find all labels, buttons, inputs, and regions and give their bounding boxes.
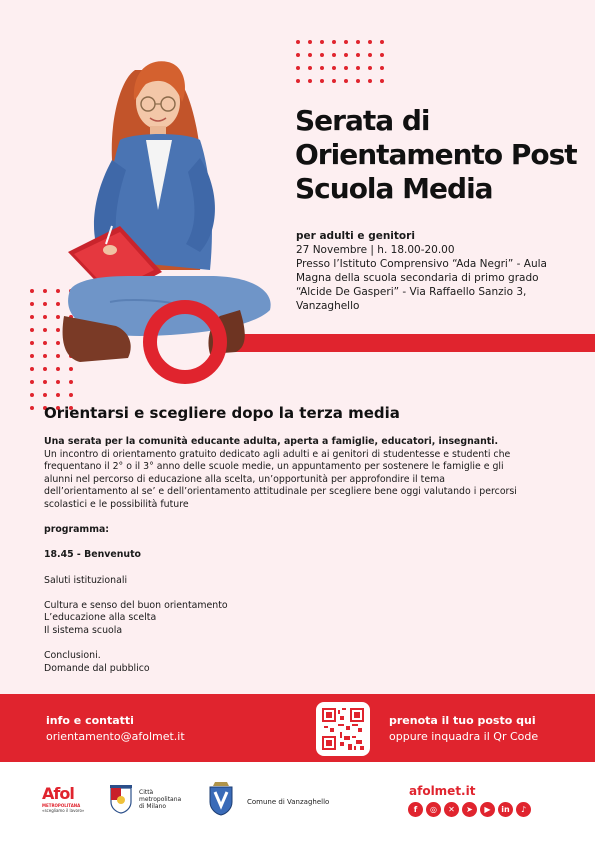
cm-line: Città	[139, 789, 154, 796]
programme-greetings: Saluti istituzionali	[44, 574, 128, 586]
decorative-dot	[296, 53, 300, 57]
decorative-dot	[332, 66, 336, 70]
event-venue-line: Presso l’Istituto Comprensivo “Ada Negri” - Aula	[296, 258, 547, 270]
contact-banner	[0, 694, 595, 762]
decorative-dot	[320, 79, 324, 83]
decorative-dot	[332, 53, 336, 57]
qr-code-icon	[322, 708, 364, 750]
decorative-dot	[308, 40, 312, 44]
afol-logo	[42, 784, 92, 820]
decorative-dot	[308, 66, 312, 70]
decorative-dot	[30, 315, 34, 319]
decorative-dot	[30, 406, 34, 410]
decorative-dot	[30, 393, 34, 397]
x-icon[interactable]: ✕	[444, 802, 459, 817]
decorative-dot	[43, 341, 47, 345]
decorative-dot	[308, 53, 312, 57]
decorative-dot	[368, 53, 372, 57]
decorative-dot	[296, 66, 300, 70]
afol-logo-sub: METROPOLITANA	[42, 803, 81, 808]
decorative-dot	[308, 79, 312, 83]
programme-topic: Il sistema scuola	[44, 624, 123, 636]
programme-closing: Conclusioni.	[44, 650, 101, 662]
decorative-dot	[344, 79, 348, 83]
book-label: prenota il tuo posto qui	[389, 714, 536, 727]
cm-line: metropolitana	[139, 796, 182, 803]
decorative-dot	[43, 315, 47, 319]
afol-logo-name: Afol	[42, 784, 74, 803]
citta-metropolitana-crest-icon	[108, 784, 134, 814]
event-venue-line: Vanzaghello	[296, 300, 360, 312]
instagram-icon[interactable]: ◎	[426, 802, 441, 817]
event-title-line: Serata di	[295, 104, 430, 137]
decorative-dot	[30, 367, 34, 371]
cm-line: di Milano	[139, 803, 167, 810]
decorative-dot	[380, 66, 384, 70]
event-audience: per adulti e genitori	[296, 230, 415, 242]
event-venue-line: “Alcide De Gasperi” - Via Raffaello Sanzio 3,	[296, 286, 527, 298]
decorative-dot	[356, 40, 360, 44]
decorative-dot	[69, 380, 73, 384]
qr-hint: oppure inquadra il Qr Code	[389, 730, 539, 743]
decorative-dot	[344, 53, 348, 57]
decorative-dot	[296, 40, 300, 44]
decorative-dot	[43, 289, 47, 293]
decorative-dot	[56, 380, 60, 384]
contact-email-link[interactable]: orientamento@afolmet.it	[46, 730, 185, 743]
description-lead: Una serata per la comunità educante adulta, aperta a famiglie, educatori, insegnanti.	[44, 436, 499, 447]
decorative-dot	[356, 53, 360, 57]
programme-topic: Cultura e senso del buon orientamento	[44, 599, 228, 611]
decorative-dot	[380, 53, 384, 57]
afol-logo-tagline: «scegliamo il lavoro»	[42, 808, 85, 813]
decorative-dot	[43, 302, 47, 306]
linkedin-icon[interactable]: in	[498, 802, 513, 817]
tiktok-icon[interactable]: ♪	[516, 802, 531, 817]
event-description	[44, 436, 549, 675]
decorative-dot	[320, 66, 324, 70]
comune-vanzaghello: Comune di Vanzaghello	[247, 798, 330, 806]
booking-qr-code[interactable]	[316, 702, 370, 756]
social-links	[408, 802, 531, 817]
description-line: scolastici e le possibilità future	[44, 498, 189, 510]
decorative-dot	[320, 40, 324, 44]
decorative-dot	[332, 40, 336, 44]
decorative-dot	[380, 40, 384, 44]
decorative-dot	[30, 328, 34, 332]
decorative-dot	[332, 79, 336, 83]
decorative-dot	[30, 289, 34, 293]
decorative-red-ring	[143, 300, 227, 384]
event-date-time: 27 Novembre | h. 18.00-20.00	[296, 244, 455, 256]
decorative-dot	[344, 66, 348, 70]
decorative-dot	[43, 354, 47, 358]
programme-closing: Domande dal pubblico	[44, 662, 150, 674]
decorative-dot	[43, 380, 47, 384]
description-line: dell’orientamento al se’ e dell’orientamento attitudinale per scegliere bene oggi valutando i percorsi	[44, 486, 517, 498]
decorative-dot	[380, 79, 384, 83]
decorative-dot	[356, 79, 360, 83]
partner-logos	[0, 762, 595, 841]
citta-metropolitana-name	[139, 789, 181, 810]
decorative-dot	[296, 79, 300, 83]
decorative-dot	[368, 40, 372, 44]
decorative-dot	[30, 341, 34, 345]
event-venue-line: Magna della scuola secondaria di primo grado	[296, 272, 539, 284]
event-title-line: Orientamento Post	[295, 138, 577, 171]
programme-label: programma:	[44, 524, 110, 536]
info-label: info e contatti	[46, 714, 134, 727]
decorative-dot	[30, 380, 34, 384]
decorative-dot	[56, 393, 60, 397]
decorative-dot	[344, 40, 348, 44]
section-subtitle: Orientarsi e scegliere dopo la terza media	[44, 404, 400, 422]
decorative-dot	[30, 354, 34, 358]
event-details	[296, 229, 576, 313]
decorative-dot	[43, 328, 47, 332]
decorative-dot	[368, 79, 372, 83]
vanzaghello-crest-icon	[207, 782, 235, 816]
description-line: Un incontro di orientamento gratuito dedicato agli adulti e ai genitori di studentesse e studenti che	[44, 448, 511, 460]
facebook-icon[interactable]: f	[408, 802, 423, 817]
programme-welcome: 18.45 - Benvenuto	[44, 549, 141, 561]
description-line: frequentano il 2° o il 3° anno delle scuole medie, un appuntamento per sostenere le famiglie e gli	[44, 461, 504, 473]
decorative-dot	[69, 393, 73, 397]
programme-topic: L’educazione alla scelta	[44, 612, 157, 624]
decorative-dot	[30, 302, 34, 306]
event-title-line: Scuola Media	[295, 172, 493, 205]
event-title	[295, 104, 585, 206]
decorative-dot	[320, 53, 324, 57]
description-line: alunni nel percorso di educazione alla scelta, un’opportunità per approfondire il tema	[44, 473, 445, 485]
decorative-dot	[43, 393, 47, 397]
website-link[interactable]: afolmet.it	[409, 784, 476, 798]
decorative-dot	[356, 66, 360, 70]
youtube-icon[interactable]: ▶	[480, 802, 495, 817]
decorative-dot	[368, 66, 372, 70]
decorative-dots-top	[296, 40, 384, 83]
telegram-icon[interactable]: ➤	[462, 802, 477, 817]
decorative-dot	[43, 367, 47, 371]
